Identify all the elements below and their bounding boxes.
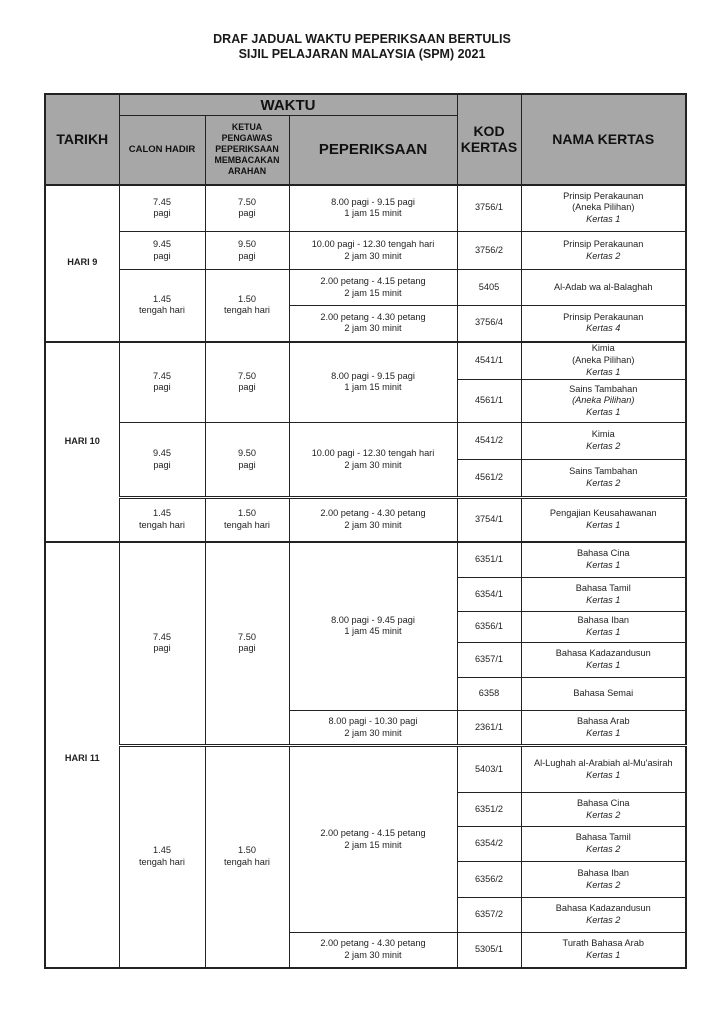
- kod-kertas-cell: 6357/2: [457, 898, 521, 933]
- peperiksaan-cell: 8.00 pagi - 9.15 pagi 1 jam 15 minit: [289, 342, 457, 423]
- ketua-pengawas-cell: 1.50 tengah hari: [205, 746, 289, 968]
- table-row: [45, 342, 686, 380]
- kod-kertas-cell: 6356/2: [457, 862, 521, 898]
- ketua-pengawas-cell: 7.50 pagi: [205, 342, 289, 423]
- calon-hadir-cell: 1.45 tengah hari: [119, 270, 205, 342]
- ketua-pengawas-cell: 9.50 pagi: [205, 423, 289, 498]
- nama-kertas-cell: Bahasa Iban Kertas 1: [521, 612, 686, 643]
- ketua-pengawas-cell: 9.50 pagi: [205, 232, 289, 270]
- kod-kertas-cell: 6356/1: [457, 612, 521, 643]
- nama-kertas-cell: Bahasa Cina Kertas 2: [521, 793, 686, 827]
- day-label: HARI 10: [45, 342, 119, 542]
- peperiksaan-cell: 2.00 petang - 4.15 petang 2 jam 15 minit: [289, 746, 457, 933]
- nama-kertas-cell: Bahasa Iban Kertas 2: [521, 862, 686, 898]
- kod-kertas-cell: 5405: [457, 270, 521, 306]
- peperiksaan-cell: 2.00 petang - 4.30 petang 2 jam 30 minit: [289, 933, 457, 968]
- nama-kertas-cell: Turath Bahasa Arab Kertas 1: [521, 933, 686, 968]
- nama-kertas-cell: Prinsip Perakaunan Kertas 2: [521, 232, 686, 270]
- calon-hadir-cell: 7.45 pagi: [119, 542, 205, 746]
- kod-kertas-cell: 3756/2: [457, 232, 521, 270]
- calon-hadir-cell: 7.45 pagi: [119, 342, 205, 423]
- nama-kertas-cell: Bahasa Kadazandusun Kertas 1: [521, 643, 686, 678]
- header-peperiksaan: PEPERIKSAAN: [289, 116, 457, 185]
- kod-kertas-cell: 5403/1: [457, 746, 521, 793]
- calon-hadir-cell: 1.45 tengah hari: [119, 746, 205, 968]
- peperiksaan-cell: 10.00 pagi - 12.30 tengah hari 2 jam 30 minit: [289, 423, 457, 498]
- ketua-pengawas-cell: 7.50 pagi: [205, 185, 289, 232]
- header-ketua-pengawas: KETUA PENGAWAS PEPERIKSAAN MEMBACAKAN ARAHAN: [205, 116, 289, 185]
- nama-kertas-cell: Prinsip Perakaunan (Aneka Pilihan) Kertas 1: [521, 185, 686, 232]
- peperiksaan-cell: 10.00 pagi - 12.30 tengah hari 2 jam 30 minit: [289, 232, 457, 270]
- kod-kertas-cell: 4561/1: [457, 380, 521, 423]
- kod-kertas-cell: 3756/1: [457, 185, 521, 232]
- day-label: HARI 11: [45, 542, 119, 968]
- ketua-pengawas-cell: 1.50 tengah hari: [205, 270, 289, 342]
- header-nama-kertas: NAMA KERTAS: [521, 94, 686, 185]
- calon-hadir-cell: 1.45 tengah hari: [119, 498, 205, 542]
- header-tarikh: TARIKH: [45, 94, 119, 185]
- kod-kertas-cell: 3754/1: [457, 498, 521, 542]
- title-line-1: DRAF JADUAL WAKTU PEPERIKSAAN BERTULIS: [213, 32, 511, 46]
- calon-hadir-cell: 7.45 pagi: [119, 185, 205, 232]
- nama-kertas-cell: Pengajian Keusahawanan Kertas 1: [521, 498, 686, 542]
- nama-kertas-cell: Bahasa Tamil Kertas 2: [521, 827, 686, 862]
- kod-kertas-cell: 6357/1: [457, 643, 521, 678]
- kod-kertas-cell: 4541/1: [457, 342, 521, 380]
- peperiksaan-cell: 8.00 pagi - 10.30 pagi 2 jam 30 minit: [289, 711, 457, 746]
- document-title: [0, 32, 724, 62]
- exam-schedule-table: [44, 93, 687, 969]
- table-row: [45, 270, 686, 306]
- table-row: [45, 232, 686, 270]
- table-row: [45, 746, 686, 793]
- nama-kertas-cell: Kimia Kertas 2: [521, 423, 686, 460]
- kod-kertas-cell: 6351/1: [457, 542, 521, 578]
- nama-kertas-cell: Bahasa Arab Kertas 1: [521, 711, 686, 746]
- header-kod-kertas: KOD KERTAS: [457, 94, 521, 185]
- kod-kertas-cell: 6354/1: [457, 578, 521, 612]
- kod-kertas-cell: 6351/2: [457, 793, 521, 827]
- kod-kertas-cell: 3756/4: [457, 306, 521, 342]
- nama-kertas-cell: Bahasa Kadazandusun Kertas 2: [521, 898, 686, 933]
- nama-kertas-cell: Al-Lughah al-Arabiah al-Mu'asirah Kertas 1: [521, 746, 686, 793]
- nama-kertas-cell: Bahasa Cina Kertas 1: [521, 542, 686, 578]
- ketua-pengawas-cell: 7.50 pagi: [205, 542, 289, 746]
- peperiksaan-cell: 2.00 petang - 4.15 petang 2 jam 15 minit: [289, 270, 457, 306]
- peperiksaan-cell: 2.00 petang - 4.30 petang 2 jam 30 minit: [289, 306, 457, 342]
- kod-kertas-cell: 4561/2: [457, 460, 521, 498]
- kod-kertas-cell: 6354/2: [457, 827, 521, 862]
- nama-kertas-cell: Bahasa Tamil Kertas 1: [521, 578, 686, 612]
- nama-kertas-cell: Sains Tambahan (Aneka Pilihan) Kertas 1: [521, 380, 686, 423]
- nama-kertas-cell: Al-Adab wa al-Balaghah: [521, 270, 686, 306]
- day-label: HARI 9: [45, 185, 119, 342]
- calon-hadir-cell: 9.45 pagi: [119, 423, 205, 498]
- peperiksaan-cell: 8.00 pagi - 9.45 pagi 1 jam 45 minit: [289, 542, 457, 711]
- table-row: [45, 542, 686, 578]
- calon-hadir-cell: 9.45 pagi: [119, 232, 205, 270]
- table-row: [45, 498, 686, 542]
- nama-kertas-cell: Kimia (Aneka Pilihan) Kertas 1: [521, 342, 686, 380]
- peperiksaan-cell: 2.00 petang - 4.30 petang 2 jam 30 minit: [289, 498, 457, 542]
- kod-kertas-cell: 6358: [457, 678, 521, 711]
- table-row: [45, 423, 686, 460]
- nama-kertas-cell: Sains Tambahan Kertas 2: [521, 460, 686, 498]
- kod-kertas-cell: 4541/2: [457, 423, 521, 460]
- kod-kertas-cell: 2361/1: [457, 711, 521, 746]
- header-waktu: WAKTU: [119, 94, 457, 116]
- kod-kertas-cell: 5305/1: [457, 933, 521, 968]
- peperiksaan-cell: 8.00 pagi - 9.15 pagi 1 jam 15 minit: [289, 185, 457, 232]
- header-calon-hadir: CALON HADIR: [119, 116, 205, 185]
- table-row: [45, 185, 686, 232]
- nama-kertas-cell: Prinsip Perakaunan Kertas 4: [521, 306, 686, 342]
- nama-kertas-cell: Bahasa Semai: [521, 678, 686, 711]
- title-line-2: SIJIL PELAJARAN MALAYSIA (SPM) 2021: [238, 47, 486, 61]
- ketua-pengawas-cell: 1.50 tengah hari: [205, 498, 289, 542]
